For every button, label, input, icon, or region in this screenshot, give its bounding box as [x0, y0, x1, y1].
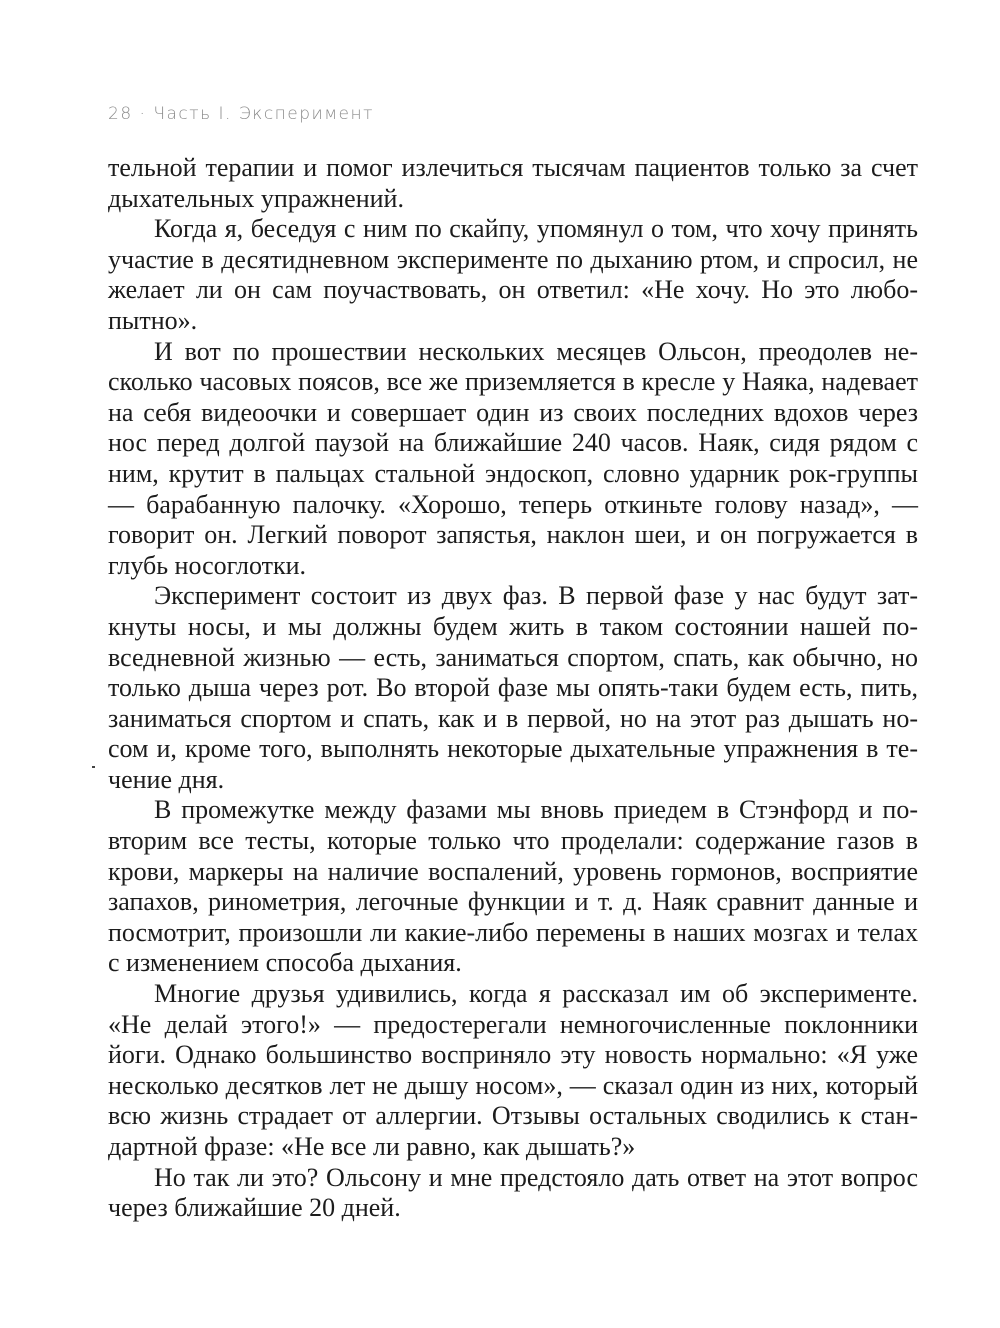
paragraph-continuation: тельной терапии и помог излечиться тысячам пациентов только за счет дыхательных упражнений.: [108, 153, 918, 213]
running-head: [108, 104, 374, 124]
paragraph: Но так ли это? Ольсону и мне предстояло дать ответ на этот вопрос через ближайшие 20 дней.: [108, 1162, 918, 1223]
paragraph: Когда я, беседуя с ним по скайпу, упомянул о том, что хочу принять участие в десятидневном эксперименте по дыханию ртом, и спросил, не желает ли он сам поучаствовать, он ответил: «Не хочу. Но это любопытно».: [108, 214, 918, 335]
paragraph: Многие друзья удивились, когда я рассказал им об эксперименте. «Не делай этого!» — предостерегали немногочисленные поклонники йоги. Однако большинство восприняло эту новость нормально: «Я уже несколько десятков лет не дышу носом», — сказал один из них, который всю жизнь страдает от аллергии. Отзывы остальных сводились к стандартной фразе: «Не все ли равно, как дышать?»: [108, 979, 918, 1161]
running-head-separator: ·: [139, 104, 147, 124]
body-text: [108, 153, 918, 1224]
stray-ink-mark: [92, 766, 95, 768]
page-number: 28: [108, 104, 133, 124]
paragraph: И вот по прошествии нескольких месяцев Ольсон, преодолев несколько часовых поясов, все же приземляется в кресле у Наяка, надевает на себя видеоочки и совершает один из своих последних вдохов через нос перед долгой паузой на ближайшие 240 часов. Наяк, сидя рядом с ним, крутит в пальцах стальной эндоскоп, словно ударник рок-группы — барабанную палочку. «Хорошо, теперь откиньте голову назад», — говорит он. Легкий поворот запястья, наклон шеи, и он погружается в глубь носоглотки.: [108, 336, 918, 580]
paragraph: В промежутке между фазами мы вновь приедем в Стэнфорд и повторим все тесты, которые только что проделали: содержание газов в крови, маркеры на наличие воспалений, уровень гормонов, восприятие запахов, ринометрия, легочные функции и т. д. Наяк сравнит данные и посмотрит, произошли ли какие-либо перемены в наших мозгах и телах с изменением способа дыхания.: [108, 795, 918, 978]
paragraph: Эксперимент состоит из двух фаз. В первой фазе у нас будут заткнуты носы, и мы должны будем жить в таком состоянии нашей повседневной жизнью — есть, заниматься спортом, спать, как обычно, но только дыша через рот. Во второй фазе мы опять-таки будем есть, пить, заниматься спортом и спать, как и в первой, но на этот раз дышать носом и, кроме того, выполнять некоторые дыхательные упражнения в течение дня.: [108, 581, 918, 794]
section-title: Часть I. Эксперимент: [153, 104, 374, 124]
